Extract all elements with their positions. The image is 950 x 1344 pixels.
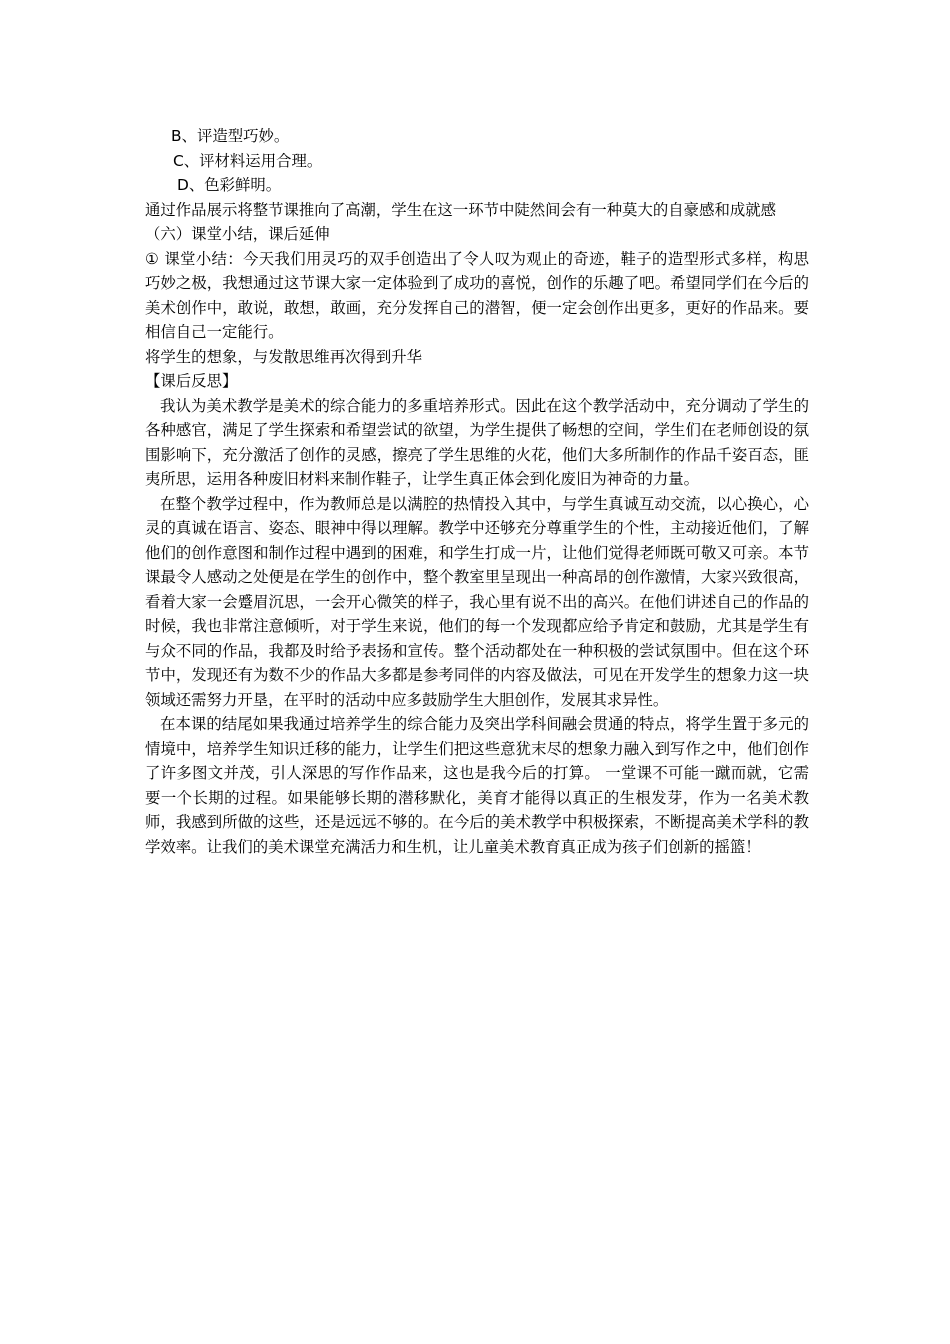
reflection-paragraph-3: 在本课的结尾如果我通过培养学生的综合能力及突出学科间融会贯通的特点，将学生置于多元的情境中，培养学生知识迁移的能力，让学生们把这些意犹末尽的想象力融入到写作之中，他们创作了许多图文并茂，引人深思的写作作品来，这也是我今后的打算。 一堂课不可能一蹴而就，它需要一个长期的过程。如果能够长期的潜移默化，美育才能得以真正的生根发芽，作为一名美术教师，我感到所做的这些，还是远远不够的。在今后的美术教学中积极探索，不断提高美术学科的教学效率。让我们的美术课堂充满活力和生机，让儿童美术教育真正成为孩子们创新的摇篮！	[145, 715, 809, 856]
document-body	[145, 124, 809, 859]
summary-note: 通过作品展示将整节课推向了高潮，学生在这一环节中陡然间会有一种莫大的自豪感和成就感	[145, 200, 777, 219]
reflection-heading: 【课后反思】	[145, 372, 238, 390]
section-six-heading: （六）课堂小结，课后延伸	[145, 225, 330, 243]
criterion-c: C、评材料运用合理。	[173, 151, 323, 170]
reflection-paragraph-1: 我认为美术教学是美术的综合能力的多重培养形式。因此在这个教学活动中，充分调动了学生的各种感官，满足了学生探索和希望尝试的欲望，为学生提供了畅想的空间，学生们在老师创设的氛围影响下，充分激活了创作的灵感，擦亮了学生思维的火花，他们大多所制作的作品千姿百态，匪夷所思，运用各种废旧材料来制作鞋子，让学生真正体会到化废旧为神奇的力量。	[145, 396, 809, 488]
reflection-paragraph-2: 在整个教学过程中，作为教师总是以满腔的热情投入其中，与学生真诚互动交流，以心换心，心灵的真诚在语言、姿态、眼神中得以理解。教学中还够充分尊重学生的个性，主动接近他们，了解他们的创作意图和制作过程中遇到的困难，和学生打成一片，让他们觉得老师既可敬又可亲。本节课最令人感动之处便是在学生的创作中，整个教室里呈现出一种高昂的创作激情，大家兴致很高，看着大家一会蹙眉沉思，一会开心微笑的样子，我心里有说不出的高兴。在他们讲述自己的作品的时候，我也非常注意倾听，对于学生来说，他们的每一个发现都应给予肯定和鼓励，尤其是学生有与众不同的作品，我都及时给予表扬和宣传。整个活动都处在一种积极的尝试氛围中。但在这个环节中，发现还有为数不少的作品大多都是参考同伴的内容及做法，可见在开发学生的想象力这一块领域还需努力开垦，在平时的活动中应多鼓励学生大胆创作，发展其求异性。	[145, 494, 809, 709]
elevation-note: 将学生的想象，与发散思维再次得到升华	[145, 347, 423, 366]
criterion-d: D、色彩鲜明。	[177, 176, 282, 194]
class-summary-paragraph: ① 课堂小结：今天我们用灵巧的双手创造出了令人叹为观止的奇迹，鞋子的造型形式多样，构思巧妙之极，我想通过这节课大家一定体验到了成功的喜悦，创作的乐趣了吧。希望同学们在今后的美术创作中，敢说，敢想，敢画，充分发挥自己的潜智，便一定会创作出更多，更好的作品来。要相信自己一定能行。	[145, 249, 809, 341]
criterion-b: B、评造型巧妙。	[171, 127, 290, 145]
